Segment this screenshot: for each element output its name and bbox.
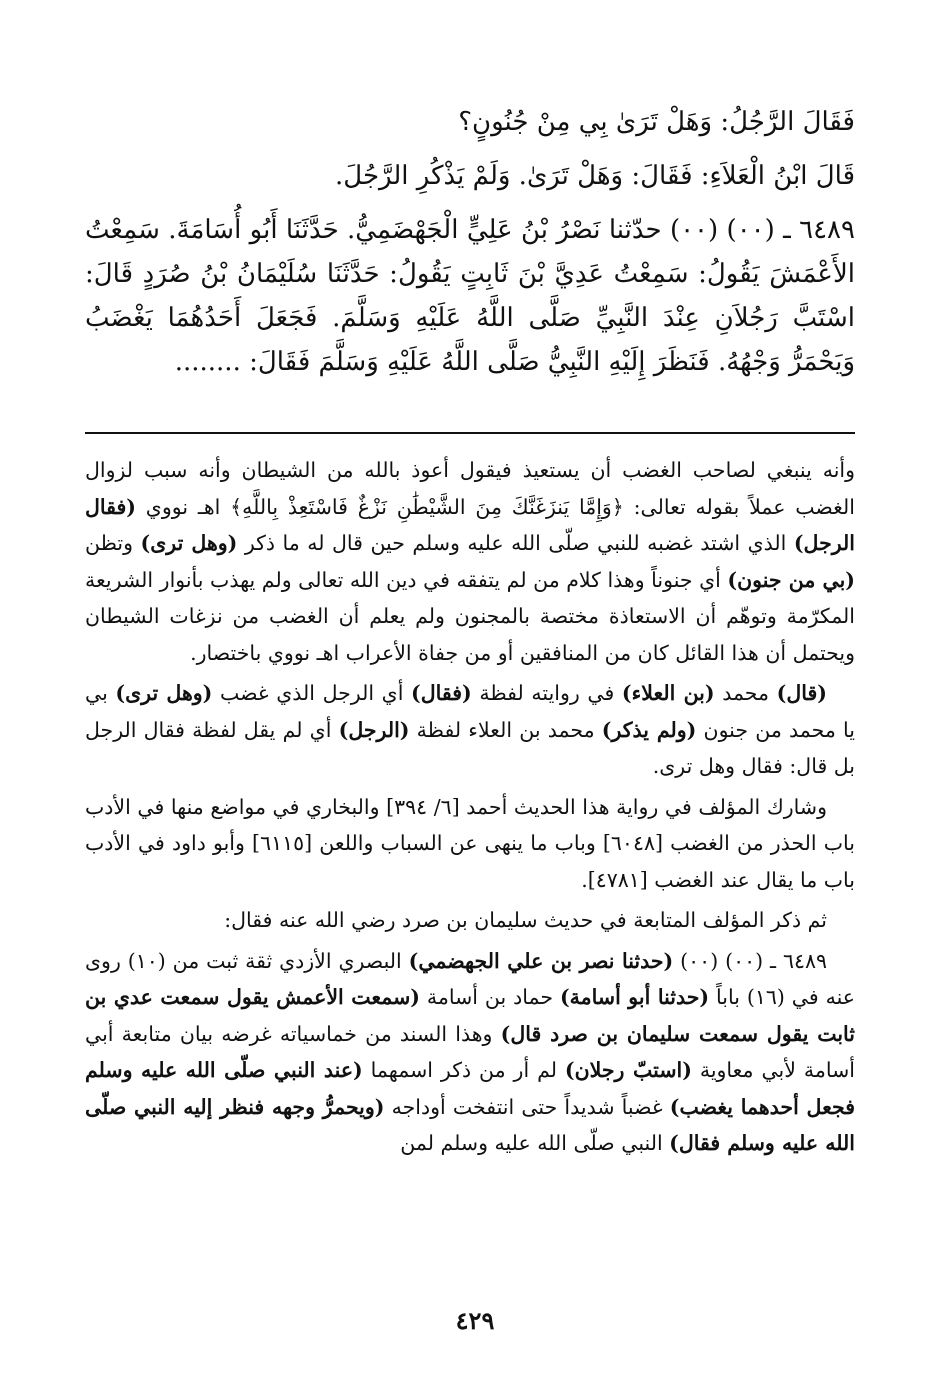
text-span: بي يا محمد من جنون bbox=[85, 681, 855, 742]
text-span: النبي صلّى الله عليه وسلم لمن bbox=[400, 1131, 670, 1155]
commentary-paragraph-4: ثم ذكر المؤلف المتابعة في حديث سليمان بن صرد رضي الله عنه فقال: bbox=[224, 908, 827, 932]
bold-quote: (بي من جنون) bbox=[727, 567, 855, 592]
text-span: غضباً شديداً حتى انتفخت أوداجه bbox=[384, 1094, 670, 1119]
bold-quote: (فقال الرجل) bbox=[85, 494, 855, 555]
text-span: وأنه ينبغي لصاحب الغضب أن يستعيذ فيقول أعوذ بالله من الشيطان وأنه سبب لزوال الغضب عملاً بقوله تعالى: ﴿وَإِمَّا يَنزَغَنَّكَ مِنَ الشَّيْطَٰنِ نَزْغٌ فَاسْتَعِذْ بِاللَّهِ﴾ اهـ نووي bbox=[85, 458, 855, 519]
commentary-paragraph-1 bbox=[85, 452, 855, 671]
text-span: في روايته لفظة bbox=[471, 681, 622, 705]
text-span: محمد bbox=[714, 681, 777, 705]
bold-quote: (سمعت الأعمش يقول سمعت عدي بن ثابت يقول سمعت سليمان بن صرد قال) bbox=[85, 985, 855, 1046]
text-span: البصري الأزدي ثقة ثبت من (١٠) روى عنه في (١٦) باباً bbox=[85, 948, 855, 1009]
commentary-section bbox=[85, 452, 855, 1166]
text-span: وتظن bbox=[85, 531, 141, 555]
page-number: ٤٢٩ bbox=[455, 1306, 495, 1335]
text-span: الذي اشتد غضبه للنبي صلّى الله عليه وسلم حين قال له ما ذكر bbox=[237, 531, 794, 555]
bold-quote: (الرجل) bbox=[338, 717, 410, 742]
bold-quote: (عند النبي صلّى الله عليه وسلم فجعل أحدهما يغضب) bbox=[85, 1058, 855, 1119]
text-span: حماد بن أسامة bbox=[420, 985, 560, 1009]
bold-quote: (ويحمرُّ وجهه فنظر إليه النبي صلّى الله عليه وسلم فقال) bbox=[85, 1094, 855, 1155]
bold-quote: (بن العلاء) bbox=[621, 681, 715, 705]
bold-quote: (قال) bbox=[776, 681, 827, 705]
text-span: محمد بن العلاء لفظة bbox=[409, 717, 602, 742]
commentary-paragraph-2 bbox=[85, 675, 855, 785]
hadith-paragraph: ٦٤٨٩ ـ (٠٠) (٠٠) حدّثنا نَصْرُ بْنُ عَلِيٍّ الْجَهْضَمِيُّ. حَدَّثَنَا أَبُو أُسَامَةَ. سَمِعْتُ الأَعْمَشَ يَقُولُ: سَمِعْتُ عَدِيَّ بْنَ ثَابِتٍ يَقُولُ: حَدَّثَنَا سُلَيْمَانُ بْنُ صُرَدٍ قَالَ: اسْتَبَّ رَجُلاَنِ عِنْدَ النَّبِيِّ صَلَّى اللَّهُ عَلَيْهِ وَسَلَّمَ. فَجَعَلَ أَحَدُهُمَا يَغْضَبُ وَيَحْمَرُّ وَجْهُهُ. فَنَظَرَ إِلَيْهِ النَّبِيُّ صَلَّى اللَّهُ عَلَيْهِ وَسَلَّمَ فَقَالَ: ........ bbox=[85, 215, 855, 377]
text-span: وهذا السند من خماسياته غرضه بيان متابعة أبي أسامة لأبي معاوية bbox=[85, 1021, 855, 1082]
bold-quote: (وهل ترى) bbox=[140, 531, 238, 555]
text-span: أي جنوناً وهذا كلام من لم يتفقه في دين الله تعالى ولم يهذب بأنوار الشريعة المكرّمة وتوهّم أن الاستعاذة مختصة بالمجنون ولم يعلم أن الغضب من نزغات الشيطان ويحتمل أن هذا القائل كان من المنافقين أو من جفاة الأعراب اهـ نووي باختصار. bbox=[85, 567, 855, 665]
bold-quote: (فقال) bbox=[411, 681, 472, 705]
bold-quote: (وهل ترى) bbox=[115, 681, 213, 705]
text-span: لم أر من ذكر اسمهما bbox=[362, 1058, 565, 1082]
hadith-main-text bbox=[85, 100, 855, 390]
text-span: أي الرجل الذي غضب bbox=[212, 681, 412, 705]
footnote-divider bbox=[85, 432, 855, 434]
main-text-line-1: فَقَالَ الرَّجُلُ: وَهَلْ تَرَىٰ بِي مِنْ جُنُونٍ؟ bbox=[458, 107, 855, 137]
bold-quote: (ولم يذكر) bbox=[601, 717, 697, 742]
bold-quote: (حدثنا أبو أسامة) bbox=[559, 985, 710, 1009]
main-text-line-2: قَالَ ابْنُ الْعَلاَءِ: فَقَالَ: وَهَلْ تَرَىٰ. وَلَمْ يَذْكُرِ الرَّجُلَ. bbox=[334, 161, 855, 191]
bold-quote: (استبّ رجلان) bbox=[564, 1058, 692, 1082]
text-span: ٦٤٨٩ ـ (٠٠) (٠٠) bbox=[673, 948, 827, 973]
commentary-paragraph-3: وشارك المؤلف في رواية هذا الحديث أحمد [٦/ ٣٩٤] والبخاري في مواضع منها في الأدب باب الحذر من الغضب [٦٠٤٨] وباب ما ينهى عن السباب واللعن [٦١١٥] وأبو داود في الأدب باب ما يقال عند الغضب [٤٧٨١]. bbox=[85, 794, 855, 892]
bold-quote: (حدثنا نصر بن علي الجهضمي) bbox=[408, 948, 674, 973]
commentary-paragraph-5 bbox=[85, 943, 855, 1162]
text-span: أي لم يقل لفظة فقال الرجل بل قال: فقال وهل ترى. bbox=[85, 717, 855, 778]
